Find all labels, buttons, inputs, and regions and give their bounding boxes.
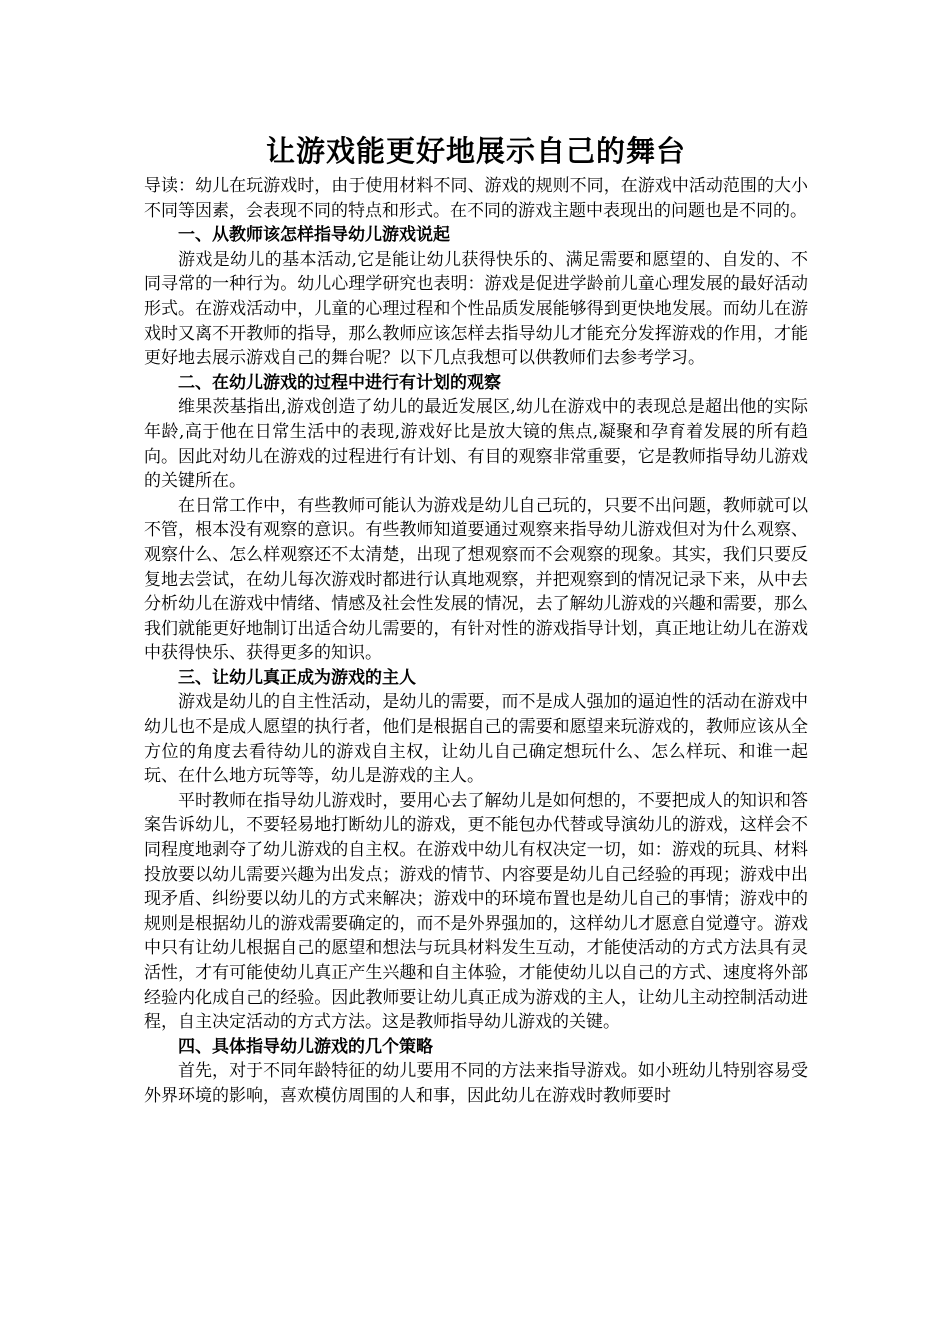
- section-3-heading: 三、让幼儿真正成为游戏的主人: [178, 667, 416, 688]
- intro-paragraph: 导读：幼儿在玩游戏时，由于使用材料不同、游戏的规则不同，在游戏中活动范围的大小不同等因素，会表现不同的特点和形式。在不同的游戏主题中表现出的问题也是不同的。: [144, 176, 808, 221]
- document-page: [144, 128, 808, 1109]
- section-3-paragraph-1: 游戏是幼儿的自主性活动，是幼儿的需要，而不是成人强加的逼迫性的活动在游戏中幼儿也不是成人愿望的执行者，他们是根据自己的需要和愿望来玩游戏的，教师应该从全方位的角度去看待幼儿的游戏自主权，让幼儿自己确定想玩什么、怎么样玩、和谁一起玩、在什么地方玩等等，幼儿是游戏的主人。: [144, 692, 808, 787]
- section-1-paragraph-1: 游戏是幼儿的基本活动,它是能让幼儿获得快乐的、满足需要和愿望的、自发的、不同寻常的一种行为。幼儿心理学研究也表明：游戏是促进学龄前儿童心理发展的最好活动形式。在游戏活动中，儿童的心理过程和个性品质发展能够得到更快地发展。而幼儿在游戏时又离不开教师的指导，那么教师应该怎样去指导幼儿才能充分发挥游戏的作用，才能更好地去展示游戏自己的舞台呢？以下几点我想可以供教师们去参考学习。: [144, 249, 808, 369]
- section-2-paragraph-2: 在日常工作中，有些教师可能认为游戏是幼儿自己玩的，只要不出问题，教师就可以不管，根本没有观察的意识。有些教师知道要通过观察来指导幼儿游戏但对为什么观察、观察什么、怎么样观察还不太清楚，出现了想观察而不会观察的现象。其实，我们只要反复地去尝试，在幼儿每次游戏时都进行认真地观察，并把观察到的情况记录下来，从中去分析幼儿在游戏中情绪、情感及社会性发展的情况，去了解幼儿游戏的兴趣和需要，那么我们就能更好地制订出适合幼儿需要的，有针对性的游戏指导计划，真正地让幼儿在游戏中获得快乐、获得更多的知识。: [144, 495, 808, 664]
- document-title: 让游戏能更好地展示自己的舞台: [265, 134, 686, 168]
- section-2-paragraph-1: 维果茨基指出,游戏创造了幼儿的最近发展区,幼儿在游戏中的表现总是超出他的实际年龄,高于他在日常生活中的表现,游戏好比是放大镜的焦点,凝聚和孕育着发展的所有趋向。因此对幼儿在游戏的过程进行有计划、有目的观察非常重要，它是教师指导幼儿游戏的关键所在。: [144, 397, 808, 492]
- section-4-heading: 四、具体指导幼儿游戏的几个策略: [178, 1036, 433, 1057]
- section-4-paragraph-1: 首先，对于不同年龄特征的幼儿要用不同的方法来指导游戏。如小班幼儿特别容易受外界环境的影响，喜欢模仿周围的人和事，因此幼儿在游戏时教师要时: [144, 1061, 808, 1106]
- section-1-heading: 一、从教师该怎样指导幼儿游戏说起: [178, 225, 450, 246]
- section-3-paragraph-2: 平时教师在指导幼儿游戏时，要用心去了解幼儿是如何想的，不要把成人的知识和答案告诉幼儿，不要轻易地打断幼儿的游戏，更不能包办代替或导演幼儿的游戏，这样会不同程度地剥夺了幼儿游戏的自主权。在游戏中幼儿有权决定一切，如：游戏的玩具、材料投放要以幼儿需要兴趣为出发点；游戏的情节、内容要是幼儿自己经验的再现；游戏中出现矛盾、纠纷要以幼儿的方式来解决；游戏中的环境布置也是幼儿自己的事情；游戏中的规则是根据幼儿的游戏需要确定的，而不是外界强加的，这样幼儿才愿意自觉遵守。游戏中只有让幼儿根据自己的愿望和想法与玩具材料发生互动，才能使活动的方式方法具有灵活性，才有可能使幼儿真正产生兴趣和自主体验，才能使幼儿以自己的方式、速度将外部经验内化成自己的经验。因此教师要让幼儿真正成为游戏的主人，让幼儿主动控制活动进程，自主决定活动的方式方法。这是教师指导幼儿游戏的关键。: [144, 790, 808, 1033]
- section-2-heading: 二、在幼儿游戏的过程中进行有计划的观察: [178, 372, 501, 393]
